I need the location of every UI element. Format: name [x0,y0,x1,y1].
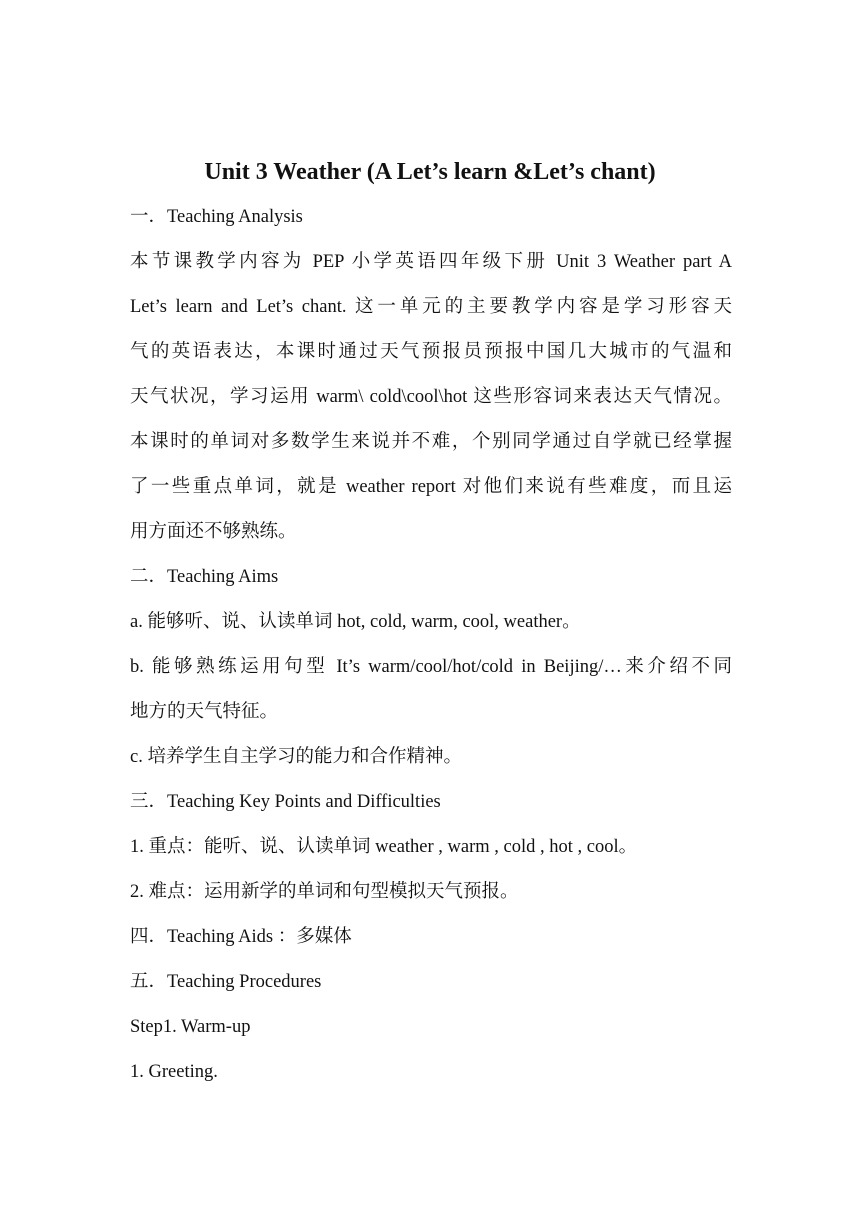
key-point-1: 1. 重点：能听、说、认读单词 weather , warm , cold , hot , cool。 [130,837,638,857]
analysis-line-3: 气的英语表达，本课时通过天气预报员预报中国几大城市的气温和 [130,342,732,362]
heading-teaching-aims: 二．Teaching Aims [130,567,279,587]
aim-c: c. 培养学生自主学习的能力和合作精神。 [130,747,462,767]
document-title: Unit 3 Weather (A Let’s learn &Let’s chant) [204,159,656,185]
analysis-line-4: 天气状况，学习运用 warm\ cold\cool\hot 这些形容词来表达天气情况。 [130,387,732,407]
aim-b-continued: 地方的天气特征。 [130,702,279,722]
key-point-2: 2. 难点：运用新学的单词和句型模拟天气预报。 [130,882,519,902]
heading-teaching-procedures: 五．Teaching Procedures [130,972,322,992]
analysis-line-6: 了一些重点单词，就是 weather report 对他们来说有些难度，而且运 [130,477,732,497]
analysis-line-7: 用方面还不够熟练。 [130,522,297,542]
aim-a: a. 能够听、说、认读单词 hot, cold, warm, cool, weather。 [130,612,581,632]
heading-key-points: 三．Teaching Key Points and Difficulties [130,792,441,812]
aim-b: b. 能够熟练运用句型 It’s warm/cool/hot/cold in Beijing/…来介绍不同 [130,657,732,677]
heading-teaching-aids: 四．Teaching Aids ：多媒体 [130,927,352,947]
analysis-line-5: 本课时的单词对多数学生来说并不难，个别同学通过自学就已经掌握 [130,432,732,452]
step-1-warm-up: Step1. Warm-up [130,1017,251,1037]
analysis-line-2: Let’s learn and Let’s chant. 这一单元的主要教学内容是学习形容天 [130,297,732,317]
heading-teaching-analysis: 一．Teaching Analysis [130,207,303,227]
step-1-greeting: 1. Greeting. [130,1062,218,1082]
analysis-line-1: 本节课教学内容为 PEP 小学英语四年级下册 Unit 3 Weather part A [130,252,732,272]
